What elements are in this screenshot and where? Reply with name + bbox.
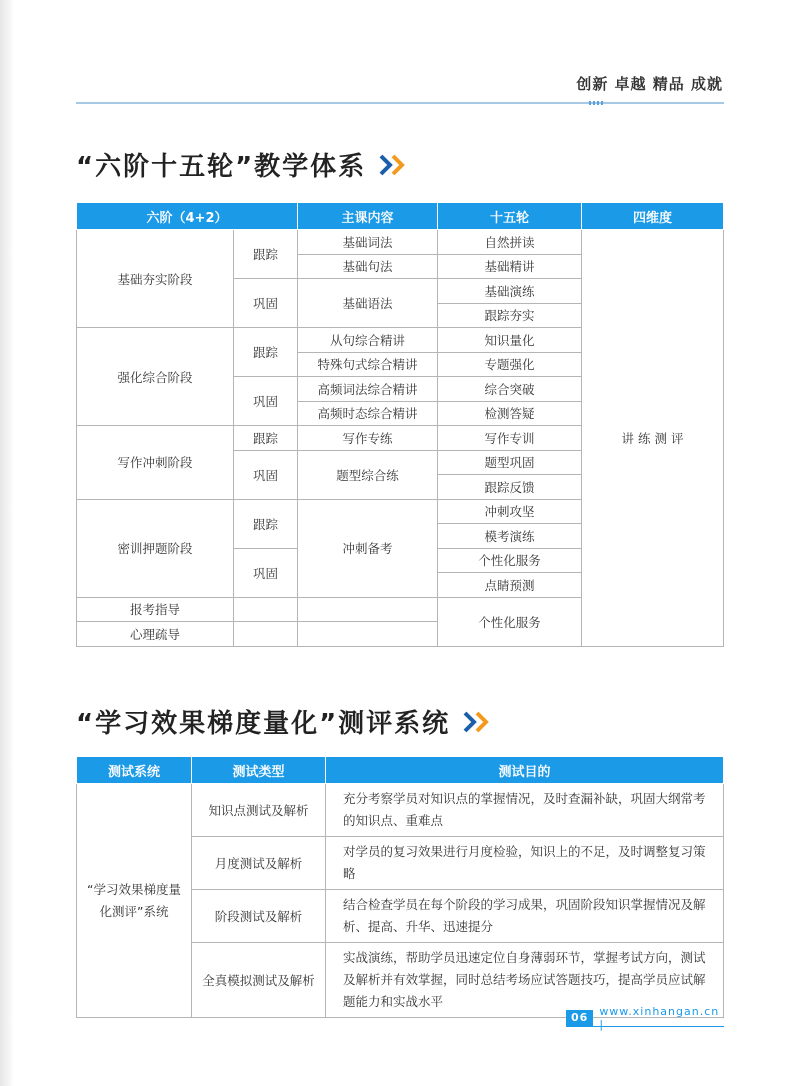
page-footer [566, 1005, 724, 1031]
double-chevron-icon [462, 709, 496, 735]
system-cell: “学习效果梯度量化测评”系统 [77, 784, 192, 1018]
course-cell: 冲刺备考 [298, 499, 438, 597]
header-purpose: 测试目的 [326, 757, 724, 784]
round-cell: 基础精讲 [438, 254, 582, 279]
phase-cell: 跟踪 [234, 499, 298, 548]
table-row [77, 230, 724, 255]
phase-cell: 跟踪 [234, 230, 298, 279]
stage-cell: 心理疏导 [77, 622, 234, 647]
course-cell: 基础语法 [298, 279, 438, 328]
round-cell: 点睛预测 [438, 573, 582, 598]
round-cell: 知识量化 [438, 328, 582, 353]
phase-cell-empty [234, 597, 298, 622]
header-rounds: 十五轮 [438, 203, 582, 230]
section2-title-text: “学习效果梯度量化”测评系统 [76, 709, 451, 739]
type-cell: 全真模拟测试及解析 [192, 943, 326, 1018]
double-chevron-icon [378, 152, 412, 178]
dimension-cell: 讲 练 测 评 [582, 230, 724, 647]
section1-title [76, 146, 412, 183]
stage-cell: 报考指导 [77, 597, 234, 622]
round-cell: 冲刺攻坚 [438, 499, 582, 524]
table-row [77, 784, 724, 837]
stage-cell: 基础夯实阶段 [77, 230, 234, 328]
page-spine-shadow [0, 0, 14, 1086]
purpose-cell: 充分考察学员对知识点的掌握情况，及时查漏补缺，巩固大纲常考的知识点、重难点 [326, 784, 724, 837]
course-cell: 题型综合练 [298, 450, 438, 499]
course-cell-empty [298, 597, 438, 622]
header-stage: 六阶（4+2） [77, 203, 298, 230]
round-cell: 个性化服务 [438, 548, 582, 573]
teaching-system-table [76, 202, 724, 647]
phase-cell: 跟踪 [234, 426, 298, 451]
phase-cell: 巩固 [234, 279, 298, 328]
course-cell-empty [298, 622, 438, 647]
stage-cell: 写作冲刺阶段 [77, 426, 234, 500]
round-cell: 基础演练 [438, 279, 582, 304]
round-cell: 专题强化 [438, 352, 582, 377]
header-rule [76, 102, 724, 104]
table-header-row [77, 757, 724, 784]
course-cell: 高频时态综合精讲 [298, 401, 438, 426]
type-cell: 知识点测试及解析 [192, 784, 326, 837]
course-cell: 基础句法 [298, 254, 438, 279]
header-dimension: 四维度 [582, 203, 724, 230]
round-cell: 自然拼读 [438, 230, 582, 255]
phase-cell: 巩固 [234, 450, 298, 499]
round-cell: 综合突破 [438, 377, 582, 402]
type-cell: 月度测试及解析 [192, 837, 326, 890]
round-cell: 检测答疑 [438, 401, 582, 426]
header-rule-mark [589, 101, 603, 105]
header-slogan: 创新 卓越 精品 成就 [576, 75, 723, 93]
header-system: 测试系统 [77, 757, 192, 784]
table-header-row [77, 203, 724, 230]
round-cell: 模考演练 [438, 524, 582, 549]
round-cell: 跟踪夯实 [438, 303, 582, 328]
round-cell: 题型巩固 [438, 450, 582, 475]
round-cell: 写作专训 [438, 426, 582, 451]
header-course: 主课内容 [298, 203, 438, 230]
stage-cell: 密训押题阶段 [77, 499, 234, 597]
search-icon [723, 1013, 724, 1024]
course-cell: 从句综合精讲 [298, 328, 438, 353]
phase-cell: 巩固 [234, 548, 298, 597]
header-type: 测试类型 [192, 757, 326, 784]
purpose-cell: 结合检查学员在每个阶段的学习成果，巩固阶段知识掌握情况及解析、提高、升华、迅速提分 [326, 890, 724, 943]
section2-title [76, 703, 496, 740]
round-cell: 个性化服务 [438, 597, 582, 646]
phase-cell-empty [234, 622, 298, 647]
phase-cell: 巩固 [234, 377, 298, 426]
purpose-cell: 对学员的复习效果进行月度检验，知识上的不足，及时调整复习策略 [326, 837, 724, 890]
course-cell: 特殊句式综合精讲 [298, 352, 438, 377]
course-cell: 写作专练 [298, 426, 438, 451]
course-cell: 基础词法 [298, 230, 438, 255]
stage-cell: 强化综合阶段 [77, 328, 234, 426]
section1-title-text: “六阶十五轮”教学体系 [76, 152, 367, 182]
page-number: 06 [566, 1010, 593, 1026]
purpose-cell: 实战演练，帮助学员迅速定位自身薄弱环节，掌握考试方向，测试及解析并有效掌握，同时总结考场应试答题技巧，提高学员应试解题能力和实战水平 [326, 943, 724, 1018]
evaluation-system-table [76, 756, 724, 1018]
type-cell: 阶段测试及解析 [192, 890, 326, 943]
phase-cell: 跟踪 [234, 328, 298, 377]
round-cell: 跟踪反馈 [438, 475, 582, 500]
course-cell: 高频词法综合精讲 [298, 377, 438, 402]
website-link[interactable]: www.xinhangan.cn | [599, 1005, 720, 1031]
